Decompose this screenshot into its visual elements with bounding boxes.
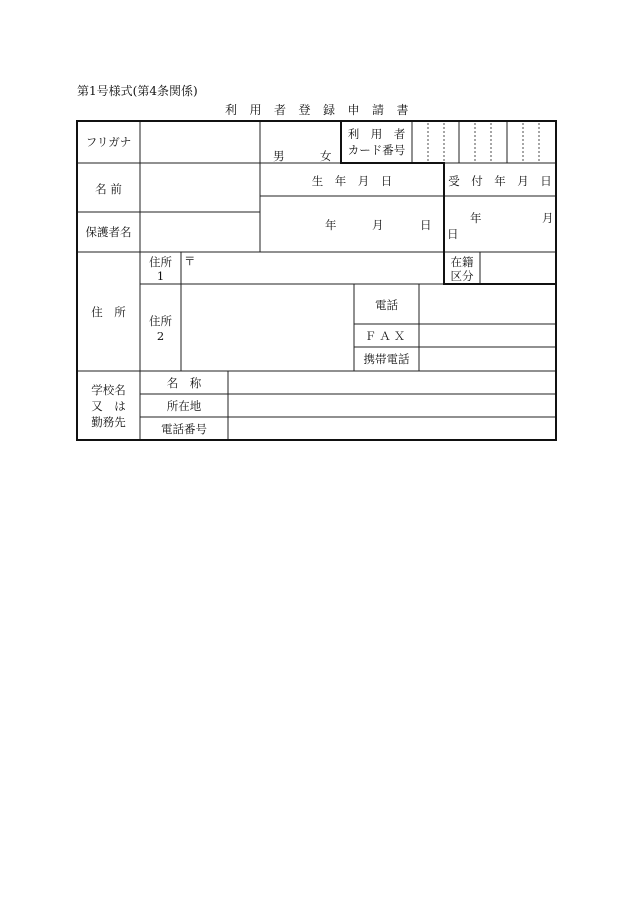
address2-label-line2: 2	[156, 329, 165, 343]
gender-male-option[interactable]: 男	[273, 149, 285, 163]
mobile-input-area[interactable]	[420, 348, 555, 370]
reception-date-label: 受 付 年 月 日	[448, 174, 552, 188]
furigana-input-area[interactable]	[141, 122, 259, 162]
phone-number-input-area[interactable]	[229, 418, 555, 439]
school-label-line3: 勤務先	[91, 415, 126, 429]
enrollment-label-line2: 区分	[450, 269, 474, 283]
guardian-input-area[interactable]	[141, 213, 259, 251]
address-label: 住 所	[91, 305, 126, 319]
address1-input-area[interactable]	[196, 253, 443, 283]
birth-year-unit: 年	[325, 218, 337, 232]
gender-female-option[interactable]: 女	[320, 149, 332, 163]
reception-year-unit: 年	[470, 211, 482, 225]
birth-day-unit: 日	[420, 218, 432, 232]
furigana-label: フリガナ	[85, 135, 132, 149]
enrollment-input-area[interactable]	[481, 253, 555, 283]
name-input-area[interactable]	[141, 164, 259, 211]
phone-number-label: 電話番号	[161, 422, 207, 436]
address2-input-area[interactable]	[182, 285, 353, 370]
address2-label-line1: 住所	[149, 314, 172, 328]
birth-month-unit: 月	[372, 218, 384, 232]
org-name-label: 名 称	[166, 376, 202, 390]
enrollment-label-line1: 在籍	[450, 255, 474, 269]
phone-label: 電話	[375, 298, 398, 312]
location-input-area[interactable]	[229, 395, 555, 416]
location-label: 所在地	[166, 399, 202, 413]
org-name-input-area[interactable]	[229, 372, 555, 393]
reception-month-unit: 月	[542, 211, 554, 225]
fax-label: ＦＡＸ	[364, 329, 409, 343]
mobile-label: 携帯電話	[363, 352, 410, 366]
reception-day-unit: 日	[447, 227, 459, 241]
card-number-input-area[interactable]	[413, 122, 555, 162]
form-number: 第1号様式(第4条関係)	[77, 84, 198, 98]
phone-input-area[interactable]	[420, 285, 555, 323]
form-title: 利用者登録申請書	[225, 103, 422, 117]
name-label: 名 前	[95, 182, 122, 196]
birth-date-label: 生 年 月 日	[311, 174, 393, 188]
guardian-label: 保護者名	[85, 225, 132, 239]
card-number-label-line2: カード番号	[347, 143, 406, 157]
postal-mark: 〒	[184, 254, 196, 268]
fax-input-area[interactable]	[420, 325, 555, 346]
school-label-line1: 学校名	[91, 383, 126, 397]
address1-label-line1: 住所	[149, 255, 172, 269]
address1-label-line2: 1	[156, 269, 165, 283]
school-label-line2: 又 は	[91, 399, 126, 413]
card-number-label-line1: 利 用 者	[347, 127, 406, 141]
